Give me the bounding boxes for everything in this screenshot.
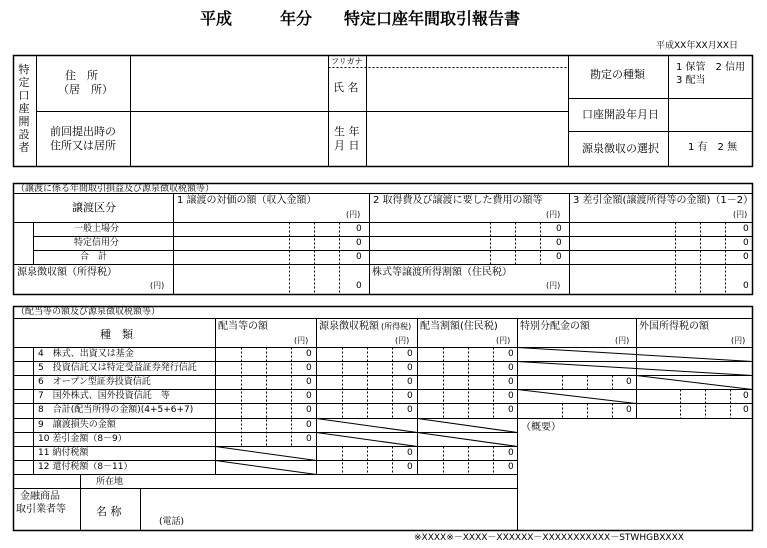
yen-unit: (円): [294, 336, 309, 345]
cell-value: 0: [306, 434, 312, 444]
cell-value: 0: [508, 363, 514, 373]
cell-value: 0: [407, 391, 413, 401]
cell-value: 0: [508, 391, 514, 401]
name-label: 氏 名: [333, 81, 359, 94]
withholding-choice-value: 1 有 2 無: [688, 142, 738, 153]
cell-value: 0: [556, 224, 562, 234]
document-code: ※XXXX※－XXXX－XXXXXX－XXXXXXXXXXX－STWHGBXXXX: [414, 533, 684, 543]
furigana-label: フリガナ: [331, 57, 363, 66]
cell-value: 0: [556, 252, 562, 262]
yen-unit: (円): [395, 336, 410, 345]
row-stocks: 4 株式、出資又は基金: [38, 349, 134, 359]
col-net-header: 3 差引金額(譲渡所得等の金額)（1－2）: [573, 195, 754, 206]
cell-value: 0: [356, 224, 362, 234]
col-foreign-tax-header: 外国所得税の額: [639, 321, 709, 332]
yen-unit: (円): [546, 210, 561, 219]
row-loss: 9 譲渡損失の金額: [38, 420, 116, 430]
broker-label: 金融商品: [20, 491, 60, 502]
account-holder-label: 特定口座開設者: [18, 63, 30, 154]
prev-address-label-sub: 住所又は居所: [50, 139, 116, 152]
cell-value: 0: [407, 448, 413, 458]
cell-value: 0: [306, 363, 312, 373]
col-special-header: 特別分配金の額: [520, 321, 590, 332]
col-costs-header: 2 取得費及び譲渡に要した費用の額等: [373, 195, 543, 206]
kind-header: 種 類: [100, 328, 133, 341]
cell-value: 0: [556, 238, 562, 248]
cell-value: 0: [508, 405, 514, 415]
withholding-tax-label: 源泉徴収額（所得税）: [17, 267, 117, 278]
yen-unit: (円): [546, 281, 561, 290]
prev-address-label: 前回提出時の: [50, 125, 116, 138]
cell-value: 0: [356, 252, 362, 262]
cell-value: 0: [407, 405, 413, 415]
broker-phone-label: (電話): [159, 517, 185, 527]
address-label: 住 所: [65, 69, 98, 82]
yen-unit: (円): [150, 281, 165, 290]
birth-label: 生 年: [334, 125, 360, 138]
cell-value: 0: [743, 238, 749, 248]
cell-value: 0: [407, 462, 413, 472]
cell-value: 0: [407, 377, 413, 387]
yen-unit: (円): [615, 336, 630, 345]
cell-value: 0: [508, 462, 514, 472]
row-margin: 特定信用分: [74, 238, 120, 248]
cell-value: 0: [306, 391, 312, 401]
open-date-label: 口座開設年月日: [582, 108, 659, 121]
cell-value: 0: [508, 349, 514, 359]
yen-unit: (円): [496, 336, 511, 345]
yen-unit: (円): [346, 210, 361, 219]
row-listed: 一般上場分: [74, 224, 120, 234]
cell-value: 0: [626, 377, 632, 387]
cell-value: 0: [407, 349, 413, 359]
cell-value: 0: [743, 252, 749, 262]
account-type-options-2: 3 配当: [676, 75, 706, 86]
row-refund-tax: 12 還付税額（8－11）: [38, 462, 133, 472]
broker-label-sub: 取引業者等: [16, 504, 66, 515]
row-open-trusts: 6 オープン型証券投資信託: [38, 377, 151, 387]
row-trusts: 5 投資信託又は特定受益証券発行信託: [38, 363, 197, 373]
broker-name-label: 名 称: [96, 505, 122, 518]
cell-value: 0: [356, 238, 362, 248]
row-total: 合 計: [80, 252, 108, 262]
cell-value: 0: [743, 281, 749, 291]
cell-value: 0: [306, 377, 312, 387]
dividend-section-heading: （配当等の額及び源泉徴収税額等）: [16, 307, 161, 317]
issue-date: 平成XX年XX月XX日: [656, 41, 738, 51]
cell-value: 0: [407, 363, 413, 373]
cell-value: 0: [306, 405, 312, 415]
cell-value: 0: [743, 405, 749, 415]
col-dividend-header: 配当等の額: [218, 321, 268, 332]
transfer-category-header: 譲渡区分: [72, 201, 116, 214]
summary-label: （概要）: [521, 422, 561, 433]
form-title: 平成 年分 特定口座年間取引報告書: [200, 9, 521, 28]
yen-unit: (円): [733, 210, 748, 219]
row-paid-tax: 11 納付税額: [38, 448, 89, 458]
col-withholding-header: 源泉徴収税額: [319, 321, 379, 332]
cell-value: 0: [306, 420, 312, 430]
transfer-section-heading: （譲渡に係る年間取引損益及び源泉徴収税額等）: [16, 184, 215, 194]
col-withholding-subheader: (所得税): [381, 322, 412, 331]
broker-location-label: 所在地: [96, 477, 124, 487]
cell-value: 0: [508, 377, 514, 387]
col-dividend-local-header: 配当割額(住民税): [420, 321, 498, 332]
birth-label-sub: 月 日: [334, 139, 360, 152]
cell-value: 0: [306, 349, 312, 359]
address-label-sub: （居 所）: [58, 83, 113, 96]
withholding-choice-label: 源泉徴収の選択: [582, 142, 659, 155]
row-foreign: 7 国外株式、国外投資信託 等: [38, 391, 170, 401]
row-net: 10 差引金額（8－9）: [38, 434, 127, 444]
col-proceeds-header: 1 譲渡の対価の額（収入金額）: [177, 195, 317, 206]
yen-unit: (円): [731, 336, 746, 345]
cell-value: 0: [743, 224, 749, 234]
cell-value: 0: [508, 448, 514, 458]
local-tax-label: 株式等譲渡所得割額（住民税）: [372, 267, 512, 278]
row-total: 8 合計(配当所得の金額)(4+5+6+7): [38, 405, 194, 415]
cell-value: 0: [356, 281, 362, 291]
cell-value: 0: [626, 405, 632, 415]
cell-value: 0: [743, 391, 749, 401]
account-type-options: 1 保管 2 信用: [676, 62, 746, 73]
account-type-label: 勘定の種類: [590, 68, 645, 81]
